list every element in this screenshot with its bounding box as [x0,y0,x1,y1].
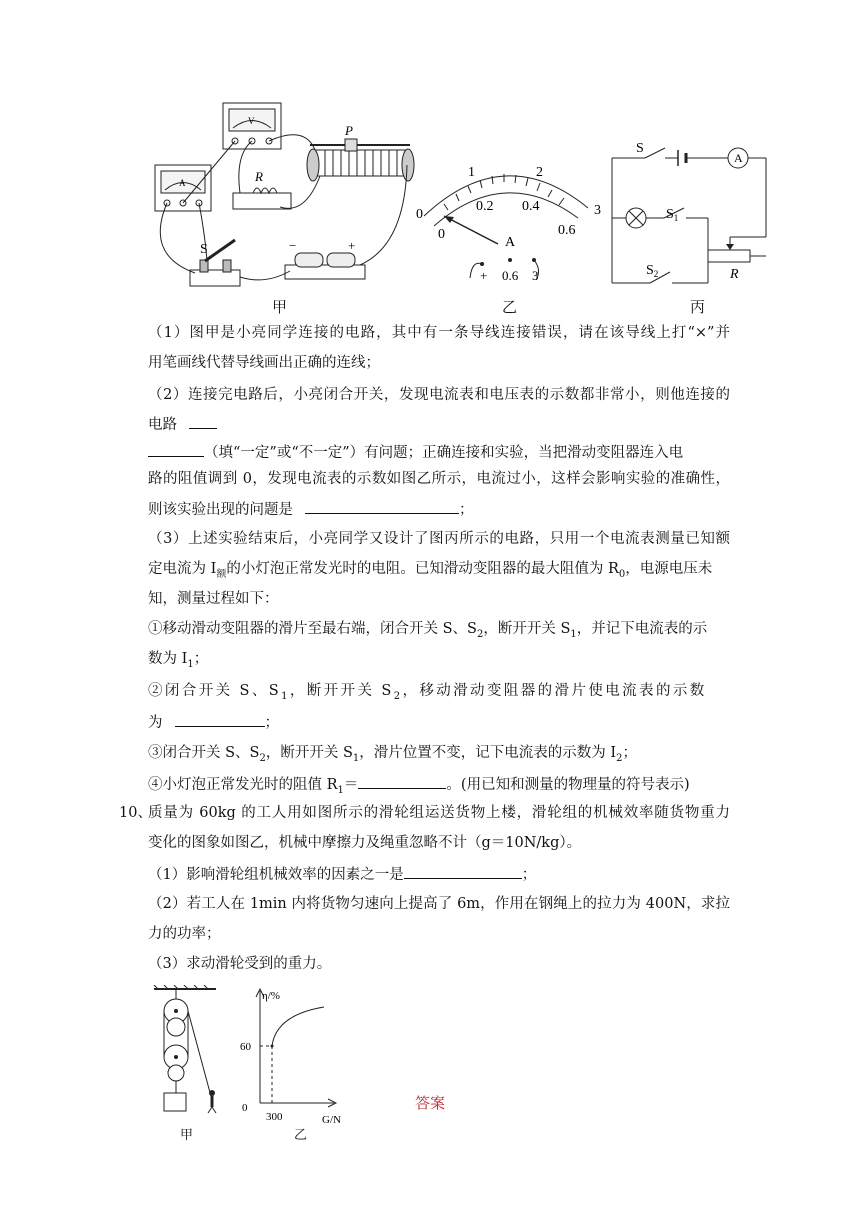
figure-efficiency-graph [236,985,366,1125]
figure-circuit-bing [600,138,780,288]
answer-blank-1b[interactable] [148,441,204,457]
answer-blank-3[interactable] [175,711,265,727]
svg-text:2: 2 [536,165,543,180]
answer-blank-5[interactable] [404,863,522,879]
efficiency-curve [272,1007,324,1046]
svg-text:0: 0 [416,207,423,222]
q10-part1: （1）影响滑轮组机械效率的因素之一是 ； [148,863,536,885]
svg-text:3: 3 [594,203,601,218]
figure-pulley-caption: 甲 [180,1128,194,1143]
figure-jia-caption: 甲 [272,298,288,316]
q9-part2-line5: 则该实验出现的问题是 ； [148,498,474,520]
svg-text:−: − [289,238,297,253]
data-point [271,1045,274,1048]
y-axis-label: η/% [262,990,280,1002]
origin-label: 0 [242,1102,248,1114]
answer-blank-1a[interactable] [189,413,217,429]
q9-part3-line2: 定电流为 $I_额$的小灯泡正常发光时的电阻。已知滑动变阻器的最大阻值为 $R_0$，电源电压未 [148,561,713,580]
svg-text:+: + [480,268,488,283]
svg-text:+: + [348,238,356,253]
q10-part2-line2: 力的功率； [148,926,221,942]
figure-bing-caption: 丙 [690,298,706,316]
q10-line2: 变化的图象如图乙，机械中摩擦力及绳重忽略不计（g＝10N/kg）。 [148,835,582,851]
q10-part2-line1: （2）若工人在 1min 内将货物匀速向上提高了 6m，作用在钢绳上的拉力为 400N，求拉 [148,896,730,912]
x-tick-label: 300 [266,1111,283,1123]
svg-text:0.6: 0.6 [502,268,519,283]
answer-blank-2[interactable] [305,498,459,514]
svg-text:3: 3 [532,268,539,283]
q9-part3-line3: 知，测量过程如下： [148,591,279,607]
y-tick-label: 60 [240,1041,251,1053]
q9-step2-line1: ②闭合开关 S、$S_1$，断开开关 $S_2$，移动滑动变阻器的滑片使电流表的示数 [148,683,707,702]
figure-pulley-jia [152,985,232,1115]
q9-step4: ④小灯泡正常发光时的阻值 $R_1=$ 。(用已知和测量的物理量的符号表示) [148,773,690,801]
figure-yi-caption: 乙 [502,298,518,316]
q9-part2-line2: 电路 [148,413,217,435]
svg-text:0.6: 0.6 [558,223,576,238]
q10-line1: 质量为 60kg 的工人用如图所示的滑轮组运送货物上楼，滑轮组的机械效率随货物重力 [148,805,730,821]
svg-text:P: P [345,123,353,138]
q9-part3-line1: （3）上述实验结束后，小亮同学又设计了图丙所示的电路，只用一个电流表测量已知额 [148,531,730,547]
q9-part2-line1: （2）连接完电路后，小亮闭合开关，发现电流表和电压表的示数都非常小，则他连接的 [148,387,730,403]
svg-text:S1: $S_1$ [666,207,679,223]
q9-part1-line2: 用笔画线代替导线画出正确的连线； [148,355,380,371]
svg-text:S: S [200,242,208,257]
svg-text:0.4: 0.4 [522,199,540,214]
svg-text:S2: $S_2$ [646,263,659,279]
q9-step1-line2: 数为 $I_1$； [148,651,209,670]
figure-ammeter-yi [410,160,610,285]
q9-part2-line4: 路的阻值调到 0，发现电流表的示数如图乙所示，电流过小，这样会影响实验的准确性， [148,471,730,487]
svg-text:1: 1 [468,165,475,180]
svg-text:V: V [248,116,255,126]
q9-step3: ③闭合开关 S、$S_2$，断开开关 $S_1$，滑片位置不变，记下电流表的示数为 $I_2$； [148,745,637,764]
x-axis-label: G/N [322,1114,341,1125]
svg-text:A: A [179,178,186,188]
q9-step2-line2: 为 ； [148,711,279,733]
q9-part2-line3: （填“一定”或“不一定”）有问题；正确连接和实验，当把滑动变阻器连入电 [148,441,683,463]
q10-number: 10、 [119,805,152,821]
q9-step1-line1: ①移动滑动变阻器的滑片至最右端，闭合开关 S、$S_2$，断开开关 $S_1$，并记下电流表的示 [148,621,708,640]
svg-text:A: A [505,235,516,250]
figure-graph-caption: 乙 [294,1128,308,1143]
q9-part1-line1: （1）图甲是小亮同学连接的电路，其中有一条导线连接错误，请在该导线上打“×”并 [148,325,730,341]
q10-part3: （3）求动滑轮受到的重力。 [148,956,332,972]
svg-text:0: 0 [438,227,445,242]
svg-text:S: S [636,141,644,156]
answer-blank-4[interactable] [358,773,446,789]
svg-text:R: R [255,169,263,184]
svg-text:A: A [734,151,743,165]
svg-text:0.2: 0.2 [476,199,494,214]
answer-link[interactable]: 答案 [415,1094,446,1112]
svg-text:R: R [730,267,739,282]
